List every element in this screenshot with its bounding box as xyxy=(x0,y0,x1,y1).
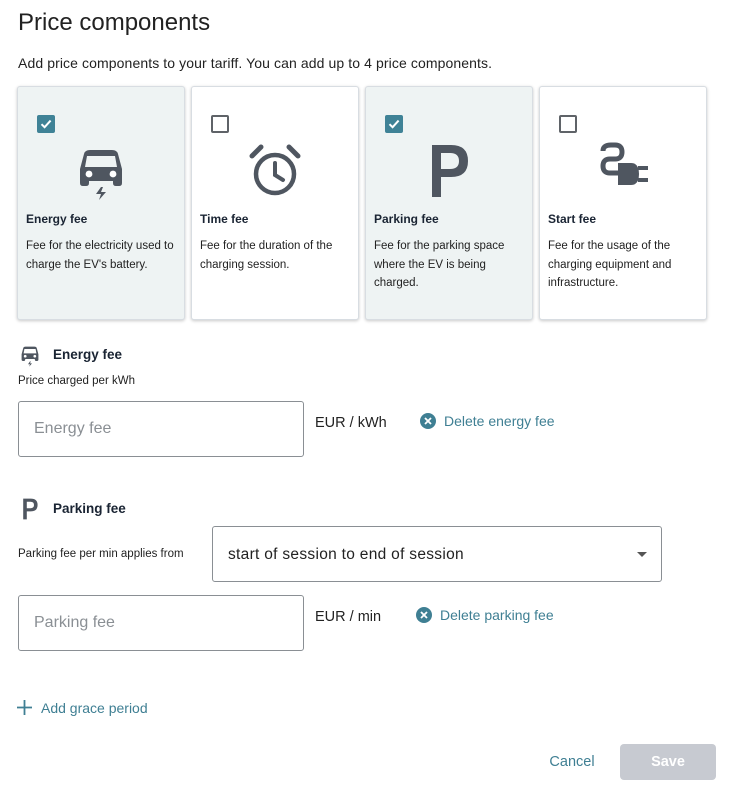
parking-fee-checkbox[interactable] xyxy=(385,115,403,133)
delete-parking-fee-button[interactable] xyxy=(416,607,554,623)
parking-fee-unit: EUR / min xyxy=(315,609,382,625)
start-fee-checkbox[interactable] xyxy=(559,115,577,133)
energy-fee-section-title: Energy fee xyxy=(53,347,123,362)
close-circle-icon xyxy=(416,607,432,623)
dropdown-caret-icon xyxy=(637,552,647,557)
car-charging-icon xyxy=(18,342,42,368)
card-title: Time fee xyxy=(200,212,249,226)
plug-icon xyxy=(593,141,653,201)
cancel-button[interactable]: Cancel xyxy=(536,745,608,779)
card-description: Fee for the electricity used to charge the EV's battery. xyxy=(26,240,174,271)
energy-fee-subtitle: Price charged per kWh xyxy=(18,375,135,387)
card-description: Fee for the usage of the charging equipment and infrastructure. xyxy=(548,240,672,289)
time-fee-checkbox[interactable] xyxy=(211,115,229,133)
card-title: Energy fee xyxy=(26,212,88,226)
card-title: Start fee xyxy=(548,212,597,226)
page-subtitle: Add price components to your tariff. You can add up to 4 price components. xyxy=(18,55,493,71)
card-time-fee[interactable] xyxy=(191,86,359,320)
car-charging-icon xyxy=(71,141,131,201)
add-grace-period-label: Add grace period xyxy=(41,699,148,716)
delete-energy-fee-label: Delete energy fee xyxy=(444,413,555,429)
close-circle-icon xyxy=(420,413,436,429)
plus-icon xyxy=(16,699,33,716)
parking-icon xyxy=(419,141,479,201)
card-parking-fee[interactable] xyxy=(365,86,533,320)
page-title: Price components xyxy=(18,9,211,36)
add-grace-period-button[interactable] xyxy=(16,699,148,716)
card-start-fee[interactable] xyxy=(539,86,707,320)
delete-energy-fee-button[interactable] xyxy=(420,413,555,429)
parking-icon xyxy=(18,496,42,522)
card-title: Parking fee xyxy=(374,212,439,226)
energy-fee-field[interactable] xyxy=(18,401,304,457)
parking-fee-section-title: Parking fee xyxy=(53,501,126,516)
card-description: Fee for the duration of the charging session. xyxy=(200,240,333,271)
parking-fee-applies-label: Parking fee per min applies from xyxy=(18,548,184,560)
parking-fee-applies-value: start of session to end of session xyxy=(228,546,464,563)
alarm-clock-icon xyxy=(245,141,305,201)
card-description: Fee for the parking space where the EV is being charged. xyxy=(374,240,505,289)
energy-fee-unit: EUR / kWh xyxy=(315,415,387,431)
energy-fee-input[interactable] xyxy=(19,402,303,456)
parking-fee-field[interactable] xyxy=(18,595,304,651)
parking-fee-input[interactable] xyxy=(19,596,303,650)
parking-fee-applies-select[interactable] xyxy=(212,526,662,582)
save-button[interactable]: Save xyxy=(620,744,716,780)
energy-fee-checkbox[interactable] xyxy=(37,115,55,133)
card-energy-fee[interactable] xyxy=(17,86,185,320)
delete-parking-fee-label: Delete parking fee xyxy=(440,607,554,623)
